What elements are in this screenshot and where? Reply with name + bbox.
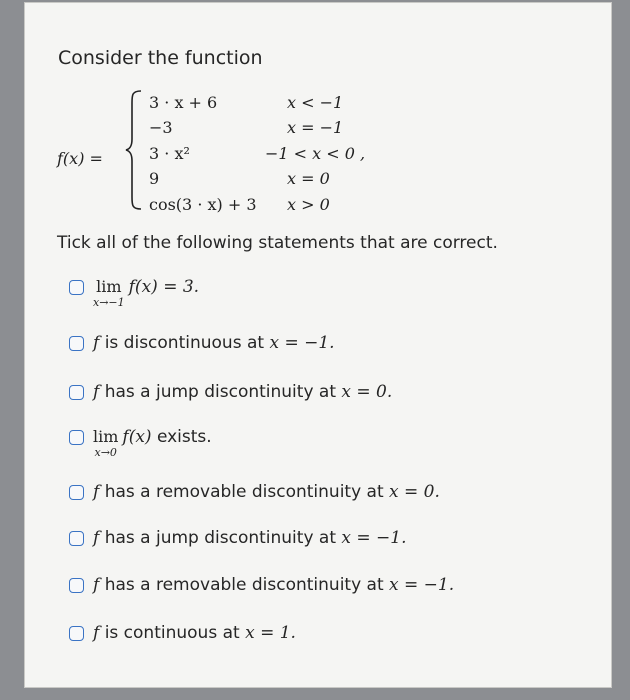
limit-notation: lim x→−1 bbox=[93, 277, 125, 309]
option-3[interactable] bbox=[69, 382, 589, 412]
option-6[interactable] bbox=[69, 528, 589, 558]
option-2-label: f is discontinuous at x = −1. bbox=[93, 333, 335, 353]
case-expr-4: 9 bbox=[149, 169, 160, 188]
option-7-label: f has a removable discontinuity at x = −1. bbox=[93, 575, 455, 595]
checkbox-5[interactable] bbox=[69, 485, 84, 500]
checkbox-4[interactable] bbox=[69, 430, 84, 445]
question-card bbox=[24, 2, 612, 688]
case-cond-3: −1 < x < 0 , bbox=[265, 144, 366, 163]
case-cond-1: x < −1 bbox=[287, 93, 344, 112]
case-expr-3: 3 · x² bbox=[149, 144, 190, 163]
case-expr-1: 3 · x + 6 bbox=[149, 93, 218, 112]
option-1[interactable] bbox=[69, 277, 589, 307]
instruction-text: Tick all of the following statements that are correct. bbox=[57, 233, 498, 253]
checkbox-6[interactable] bbox=[69, 531, 84, 546]
checkbox-2[interactable] bbox=[69, 336, 84, 351]
limit-notation: lim x→0 bbox=[93, 427, 119, 459]
left-brace-icon bbox=[124, 89, 144, 211]
case-cond-2: x = −1 bbox=[287, 118, 344, 137]
option-4-label: lim x→0 f(x) exists. bbox=[93, 427, 212, 459]
checkbox-1[interactable] bbox=[69, 280, 84, 295]
option-1-label: lim x→−1 f(x) = 3. bbox=[93, 277, 200, 309]
case-cond-4: x = 0 bbox=[287, 169, 330, 188]
case-expr-5: cos(3 · x) + 3 bbox=[149, 195, 257, 214]
option-5[interactable] bbox=[69, 482, 589, 512]
option-8-label: f is continuous at x = 1. bbox=[93, 623, 296, 643]
case-cond-5: x > 0 bbox=[287, 195, 330, 214]
checkbox-3[interactable] bbox=[69, 385, 84, 400]
option-2[interactable] bbox=[69, 333, 589, 363]
checkbox-7[interactable] bbox=[69, 578, 84, 593]
option-3-label: f has a jump discontinuity at x = 0. bbox=[93, 382, 393, 402]
option-8[interactable] bbox=[69, 623, 589, 653]
case-expr-2: −3 bbox=[149, 118, 173, 137]
option-5-label: f has a removable discontinuity at x = 0. bbox=[93, 482, 440, 502]
question-intro: Consider the function bbox=[58, 47, 263, 69]
function-label: f(x) = bbox=[57, 149, 103, 168]
option-6-label: f has a jump discontinuity at x = −1. bbox=[93, 528, 407, 548]
option-4[interactable] bbox=[69, 427, 589, 457]
option-7[interactable] bbox=[69, 575, 589, 605]
checkbox-8[interactable] bbox=[69, 626, 84, 641]
